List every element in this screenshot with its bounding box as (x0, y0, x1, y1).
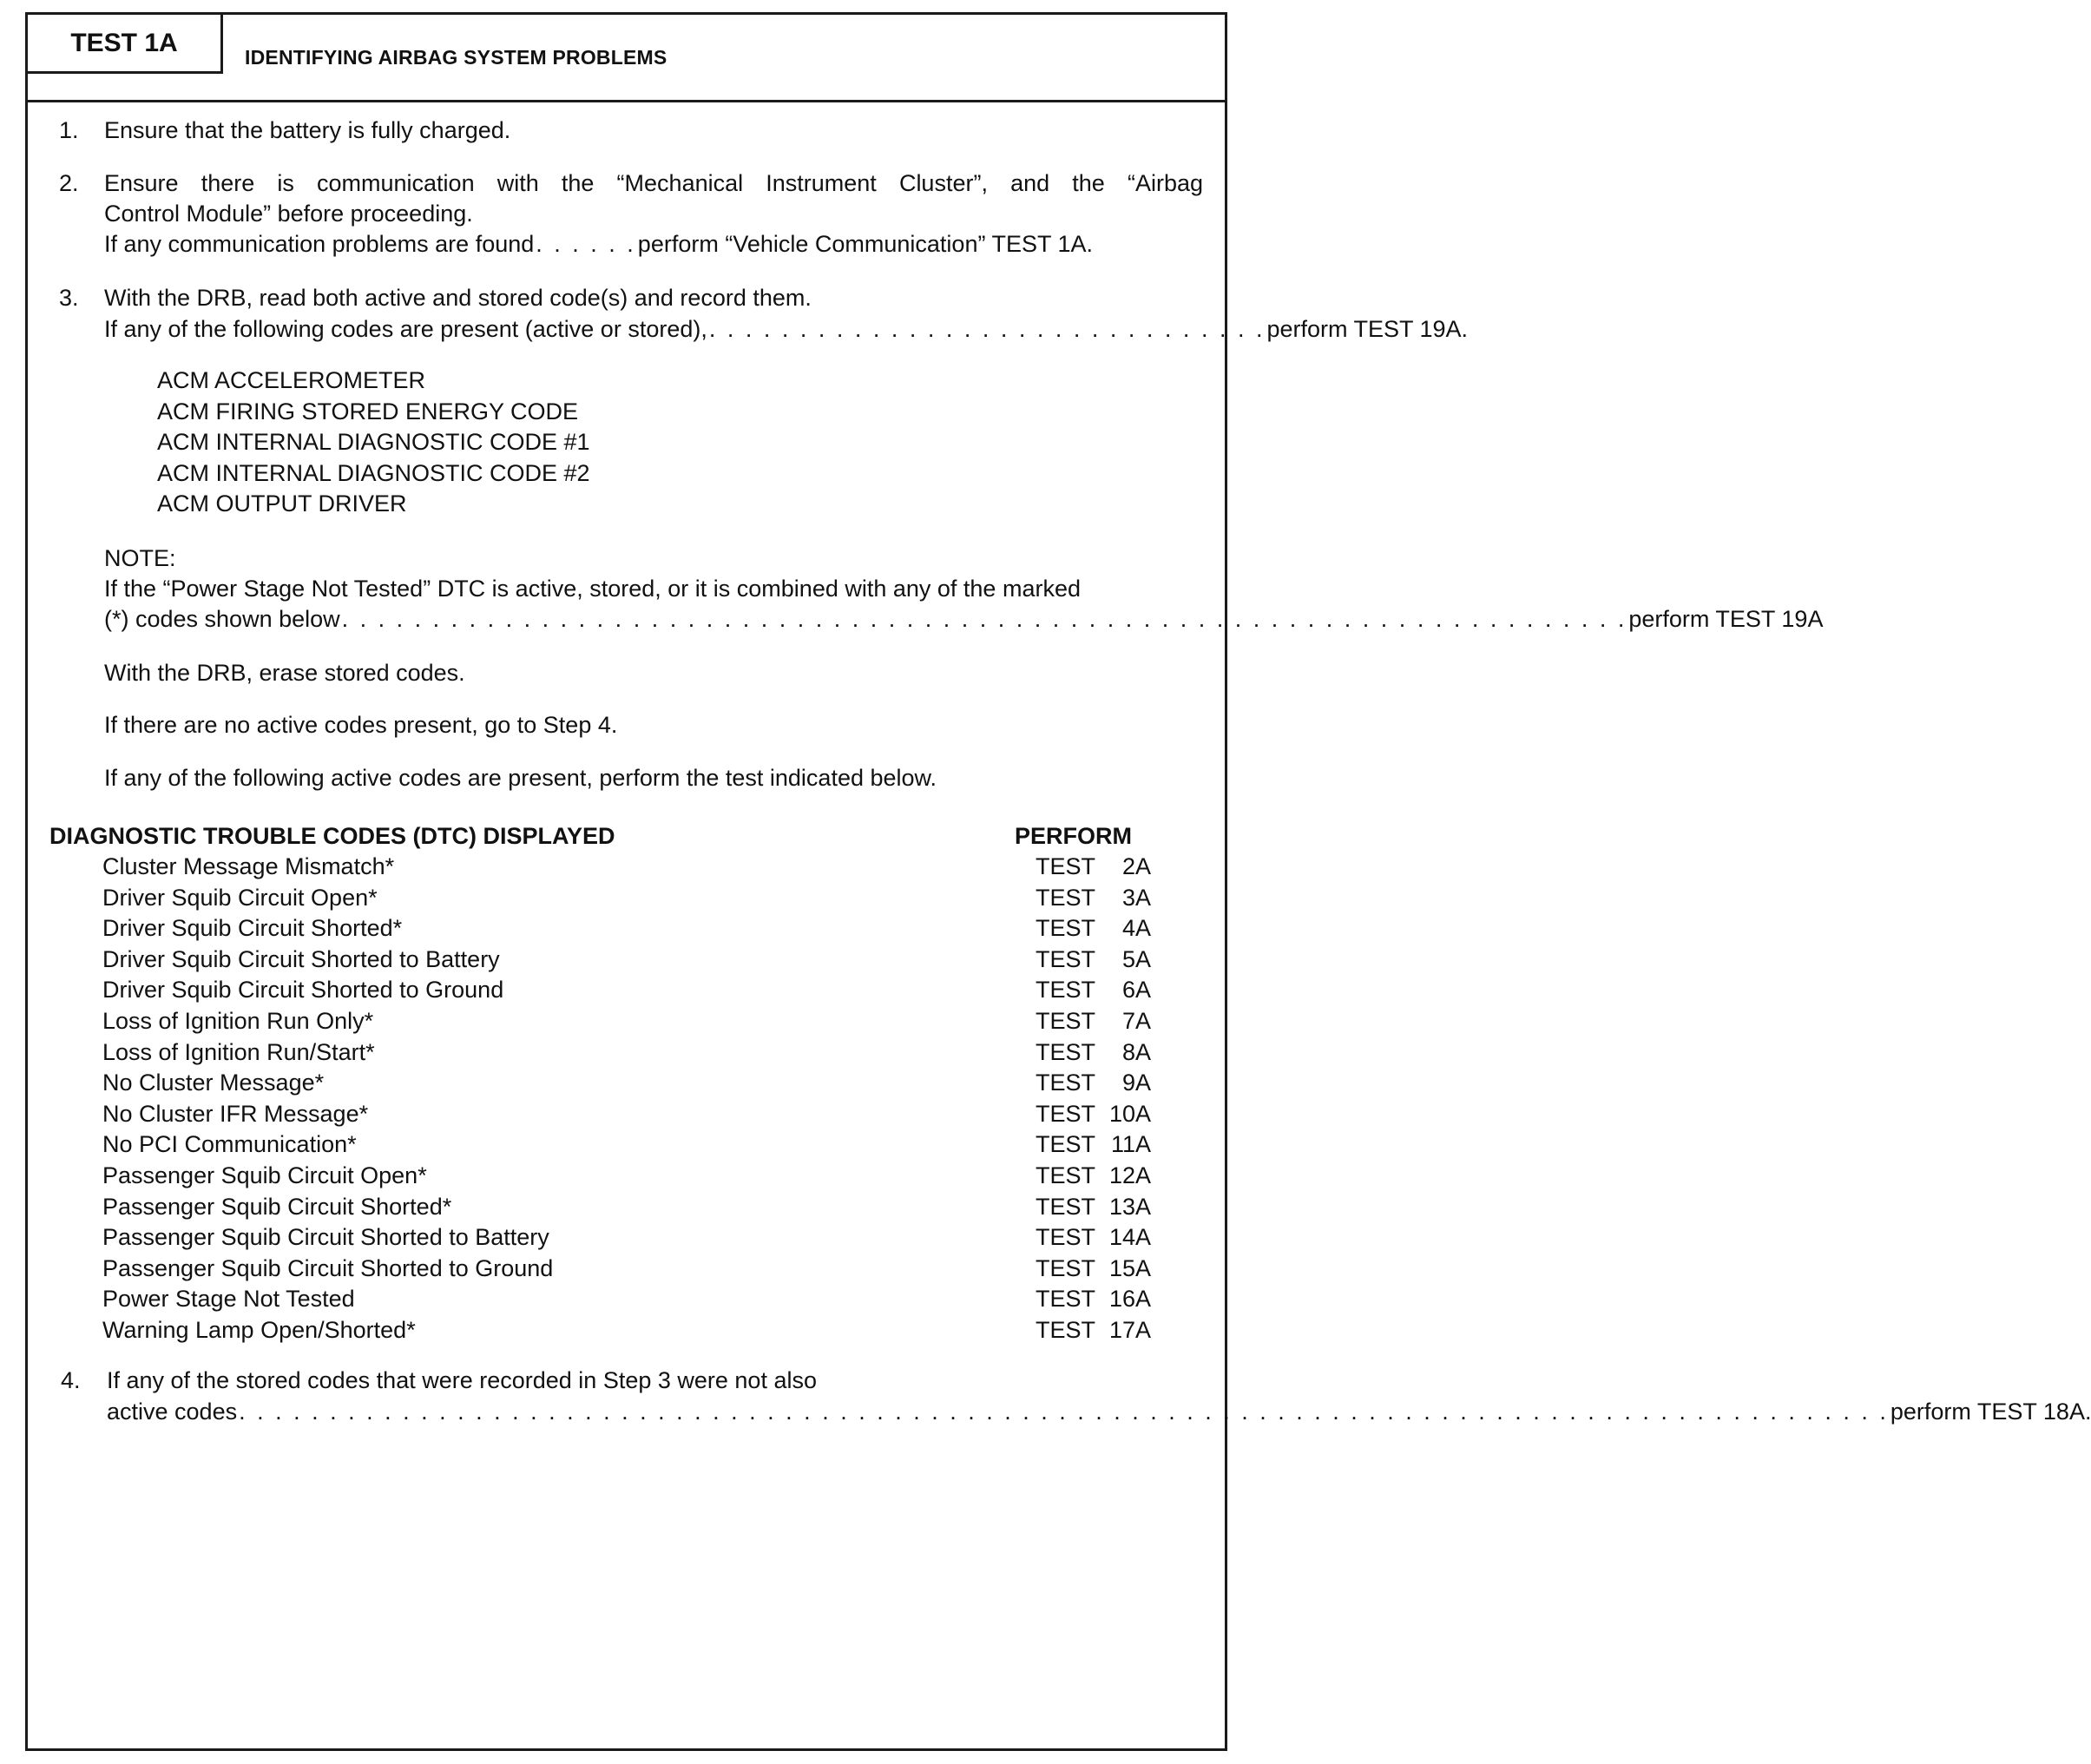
step-4-leader-line (107, 1399, 2091, 1425)
step-4-condition: active codes (107, 1399, 238, 1425)
dtc-test-word: TEST (1036, 945, 1096, 972)
step-4-action: perform TEST 18A. (1890, 1399, 2091, 1425)
dtc-test-word: TEST (1036, 1008, 1096, 1034)
dtc-perform-test (1036, 1226, 1151, 1249)
step-4-number: 4. (61, 1367, 81, 1393)
dtc-test-id: 5A (1121, 945, 1151, 972)
dtc-test-word: TEST (1036, 1317, 1096, 1343)
step-2-line-2: Control Module” before proceeding. (104, 201, 473, 227)
dtc-table-row (102, 886, 1151, 911)
dtc-test-word: TEST (1036, 1254, 1096, 1281)
step-3-action: perform TEST 19A. (1266, 316, 1469, 342)
header-band (28, 15, 1225, 102)
step-2-line-1 (104, 172, 1203, 195)
dot-leader: . . . . . . . . . . . . . . . . . . . . . . . . . . . . . . . . . . . . . . . . . . . . . . . . . . . . . . . . . . . . . . . . . . . . . . . . . . . . . . . . . . . . . . . . . . . (239, 1399, 1889, 1425)
dtc-test-id: 7A (1121, 1008, 1151, 1034)
dtc-code: Passenger Squib Circuit Open* (102, 1162, 427, 1188)
dtc-table-row (102, 1102, 1151, 1127)
dtc-perform-test (1036, 945, 1151, 972)
dtc-perform-test (1036, 1287, 1151, 1311)
dtc-code: No PCI Communication* (102, 1131, 357, 1158)
dtc-perform-test (1036, 1010, 1151, 1033)
dtc-table-row (102, 1195, 1151, 1220)
erase-instruction: With the DRB, erase stored codes. (104, 660, 465, 686)
dtc-code: Passenger Squib Circuit Shorted to Battery (102, 1224, 549, 1251)
dtc-test-word: TEST (1036, 853, 1096, 879)
dtc-test-id: 16A (1108, 1286, 1151, 1313)
dtc-test-word: TEST (1036, 1131, 1096, 1158)
dtc-test-word: TEST (1036, 915, 1096, 942)
dtc-test-word: TEST (1036, 1070, 1096, 1096)
dtc-code: Driver Squib Circuit Open* (102, 884, 378, 911)
dtc-code: Warning Lamp Open/Shorted* (102, 1317, 416, 1343)
dtc-test-id: 11A (1110, 1131, 1151, 1158)
dtc-perform-test (1036, 1133, 1151, 1156)
dtc-test-word: TEST (1036, 1100, 1096, 1127)
dtc-test-id: 10A (1108, 1100, 1151, 1127)
dtc-perform-test (1036, 917, 1151, 940)
dtc-test-id: 13A (1108, 1193, 1151, 1220)
dot-leader: . . . . . . (536, 231, 636, 257)
step-3-leader-line (104, 316, 1469, 342)
step-2-leader-line (104, 233, 1203, 256)
dtc-code: Cluster Message Mismatch* (102, 853, 395, 879)
dtc-test-word: TEST (1036, 1038, 1096, 1065)
note-line-1: If the “Power Stage Not Tested” DTC is active, stored, or it is combined with any of the marked (104, 576, 1081, 602)
dtc-perform-test (1036, 855, 1151, 879)
dtc-perform-test (1036, 1254, 1151, 1281)
dtc-code: Passenger Squib Circuit Shorted* (102, 1193, 452, 1220)
dtc-test-word: TEST (1036, 1224, 1096, 1251)
dtc-code: Loss of Ignition Run/Start* (102, 1038, 375, 1065)
acm-code-4: ACM INTERNAL DIAGNOSTIC CODE #2 (157, 460, 590, 486)
dtc-test-id: 15A (1108, 1254, 1151, 1281)
step-2-number: 2. (59, 170, 79, 196)
test-id-box: TEST 1A (28, 15, 223, 74)
dtc-perform-test (1036, 1102, 1151, 1126)
acm-code-5: ACM OUTPUT DRIVER (157, 490, 407, 517)
step-4-line-1: If any of the stored codes that were recorded in Step 3 were not also (107, 1367, 817, 1393)
step-3-condition: If any of the following codes are present (active or stored), (104, 316, 707, 342)
dtc-code: Driver Squib Circuit Shorted* (102, 915, 403, 942)
dtc-table-row (102, 978, 1151, 1003)
dtc-table-row (102, 855, 1151, 879)
document-frame (25, 12, 1227, 1751)
dtc-table-row (102, 1071, 1151, 1096)
acm-code-3: ACM INTERNAL DIAGNOSTIC CODE #1 (157, 429, 590, 455)
any-active-instruction: If any of the following active codes are present, perform the test indicated below. (104, 765, 937, 791)
note-action: perform TEST 19A (1628, 606, 1824, 632)
acm-code-1: ACM ACCELEROMETER (157, 367, 426, 393)
dtc-test-id: 12A (1108, 1162, 1151, 1188)
dtc-code: Loss of Ignition Run Only* (102, 1008, 374, 1034)
dtc-table-row (102, 1254, 1151, 1281)
step-2-action: perform “Vehicle Communication” TEST 1A. (637, 231, 1094, 257)
step-2-condition: If any communication problems are found (104, 231, 535, 257)
dtc-header-perform: PERFORM (1015, 823, 1132, 849)
dtc-test-word: TEST (1036, 1162, 1096, 1188)
note-label: NOTE: (104, 545, 176, 571)
note-leader-line (104, 606, 1824, 632)
step-3-line-1: With the DRB, read both active and stored code(s) and record them. (104, 285, 812, 311)
dtc-table-row (102, 1319, 1151, 1343)
dtc-test-word: TEST (1036, 1286, 1096, 1313)
dtc-test-id: 6A (1121, 977, 1151, 1004)
note-condition: (*) codes shown below (104, 606, 340, 632)
dtc-perform-test (1036, 1071, 1151, 1095)
dtc-table-row (102, 1226, 1151, 1250)
dtc-table-row (102, 1164, 1151, 1188)
dtc-code: Driver Squib Circuit Shorted to Battery (102, 945, 500, 972)
dtc-table-row (102, 945, 1151, 972)
no-active-instruction: If there are no active codes present, go to Step 4. (104, 712, 618, 738)
dtc-test-id: 3A (1121, 884, 1151, 911)
dtc-test-word: TEST (1036, 977, 1096, 1004)
page-title: IDENTIFYING AIRBAG SYSTEM PROBLEMS (245, 46, 667, 69)
dot-leader: . . . . . . . . . . . . . . . . . . . . . . . . . . . . . . . (708, 316, 1266, 342)
dtc-perform-test (1036, 886, 1151, 910)
acm-code-2: ACM FIRING STORED ENERGY CODE (157, 398, 579, 425)
dtc-test-id: 4A (1121, 915, 1151, 942)
dtc-test-id: 8A (1121, 1038, 1151, 1065)
step-3-number: 3. (59, 285, 79, 311)
dtc-perform-test (1036, 978, 1151, 1002)
dtc-perform-test (1036, 1164, 1151, 1188)
dtc-test-id: 17A (1108, 1317, 1151, 1343)
dtc-test-word: TEST (1036, 1193, 1096, 1220)
dtc-test-word: TEST (1036, 884, 1096, 911)
step-1-number: 1. (59, 117, 79, 143)
dtc-table-header (49, 825, 1151, 848)
step-2-line-1-text: Ensure there is communication with the “Mechanical Instrument Cluster”, and the “Airbag (104, 170, 1203, 196)
dtc-test-id: 2A (1121, 853, 1151, 879)
dtc-perform-test (1036, 1038, 1151, 1065)
dtc-perform-test (1036, 1195, 1151, 1219)
dtc-table-row (102, 1010, 1151, 1034)
dtc-table-row (102, 917, 1151, 941)
step-1-text: Ensure that the battery is fully charged. (104, 117, 511, 143)
dtc-table-row (102, 1038, 1151, 1065)
dtc-header-codes: DIAGNOSTIC TROUBLE CODES (DTC) DISPLAYED (49, 823, 615, 849)
dtc-perform-test (1036, 1319, 1151, 1342)
dtc-code: No Cluster IFR Message* (102, 1100, 369, 1127)
dtc-code: No Cluster Message* (102, 1070, 325, 1096)
dtc-test-id: 14A (1108, 1224, 1151, 1251)
dtc-code: Driver Squib Circuit Shorted to Ground (102, 977, 504, 1004)
dtc-table-row (102, 1133, 1151, 1157)
dtc-test-id: 9A (1121, 1070, 1151, 1096)
dtc-code: Passenger Squib Circuit Shorted to Ground (102, 1254, 554, 1281)
dtc-code: Power Stage Not Tested (102, 1286, 355, 1313)
dot-leader: . . . . . . . . . . . . . . . . . . . . . . . . . . . . . . . . . . . . . . . . . . . . . . . . . . . . . . . . . . . . . . . . . . . . . . . (341, 606, 1627, 632)
dtc-table-row (102, 1287, 1151, 1312)
